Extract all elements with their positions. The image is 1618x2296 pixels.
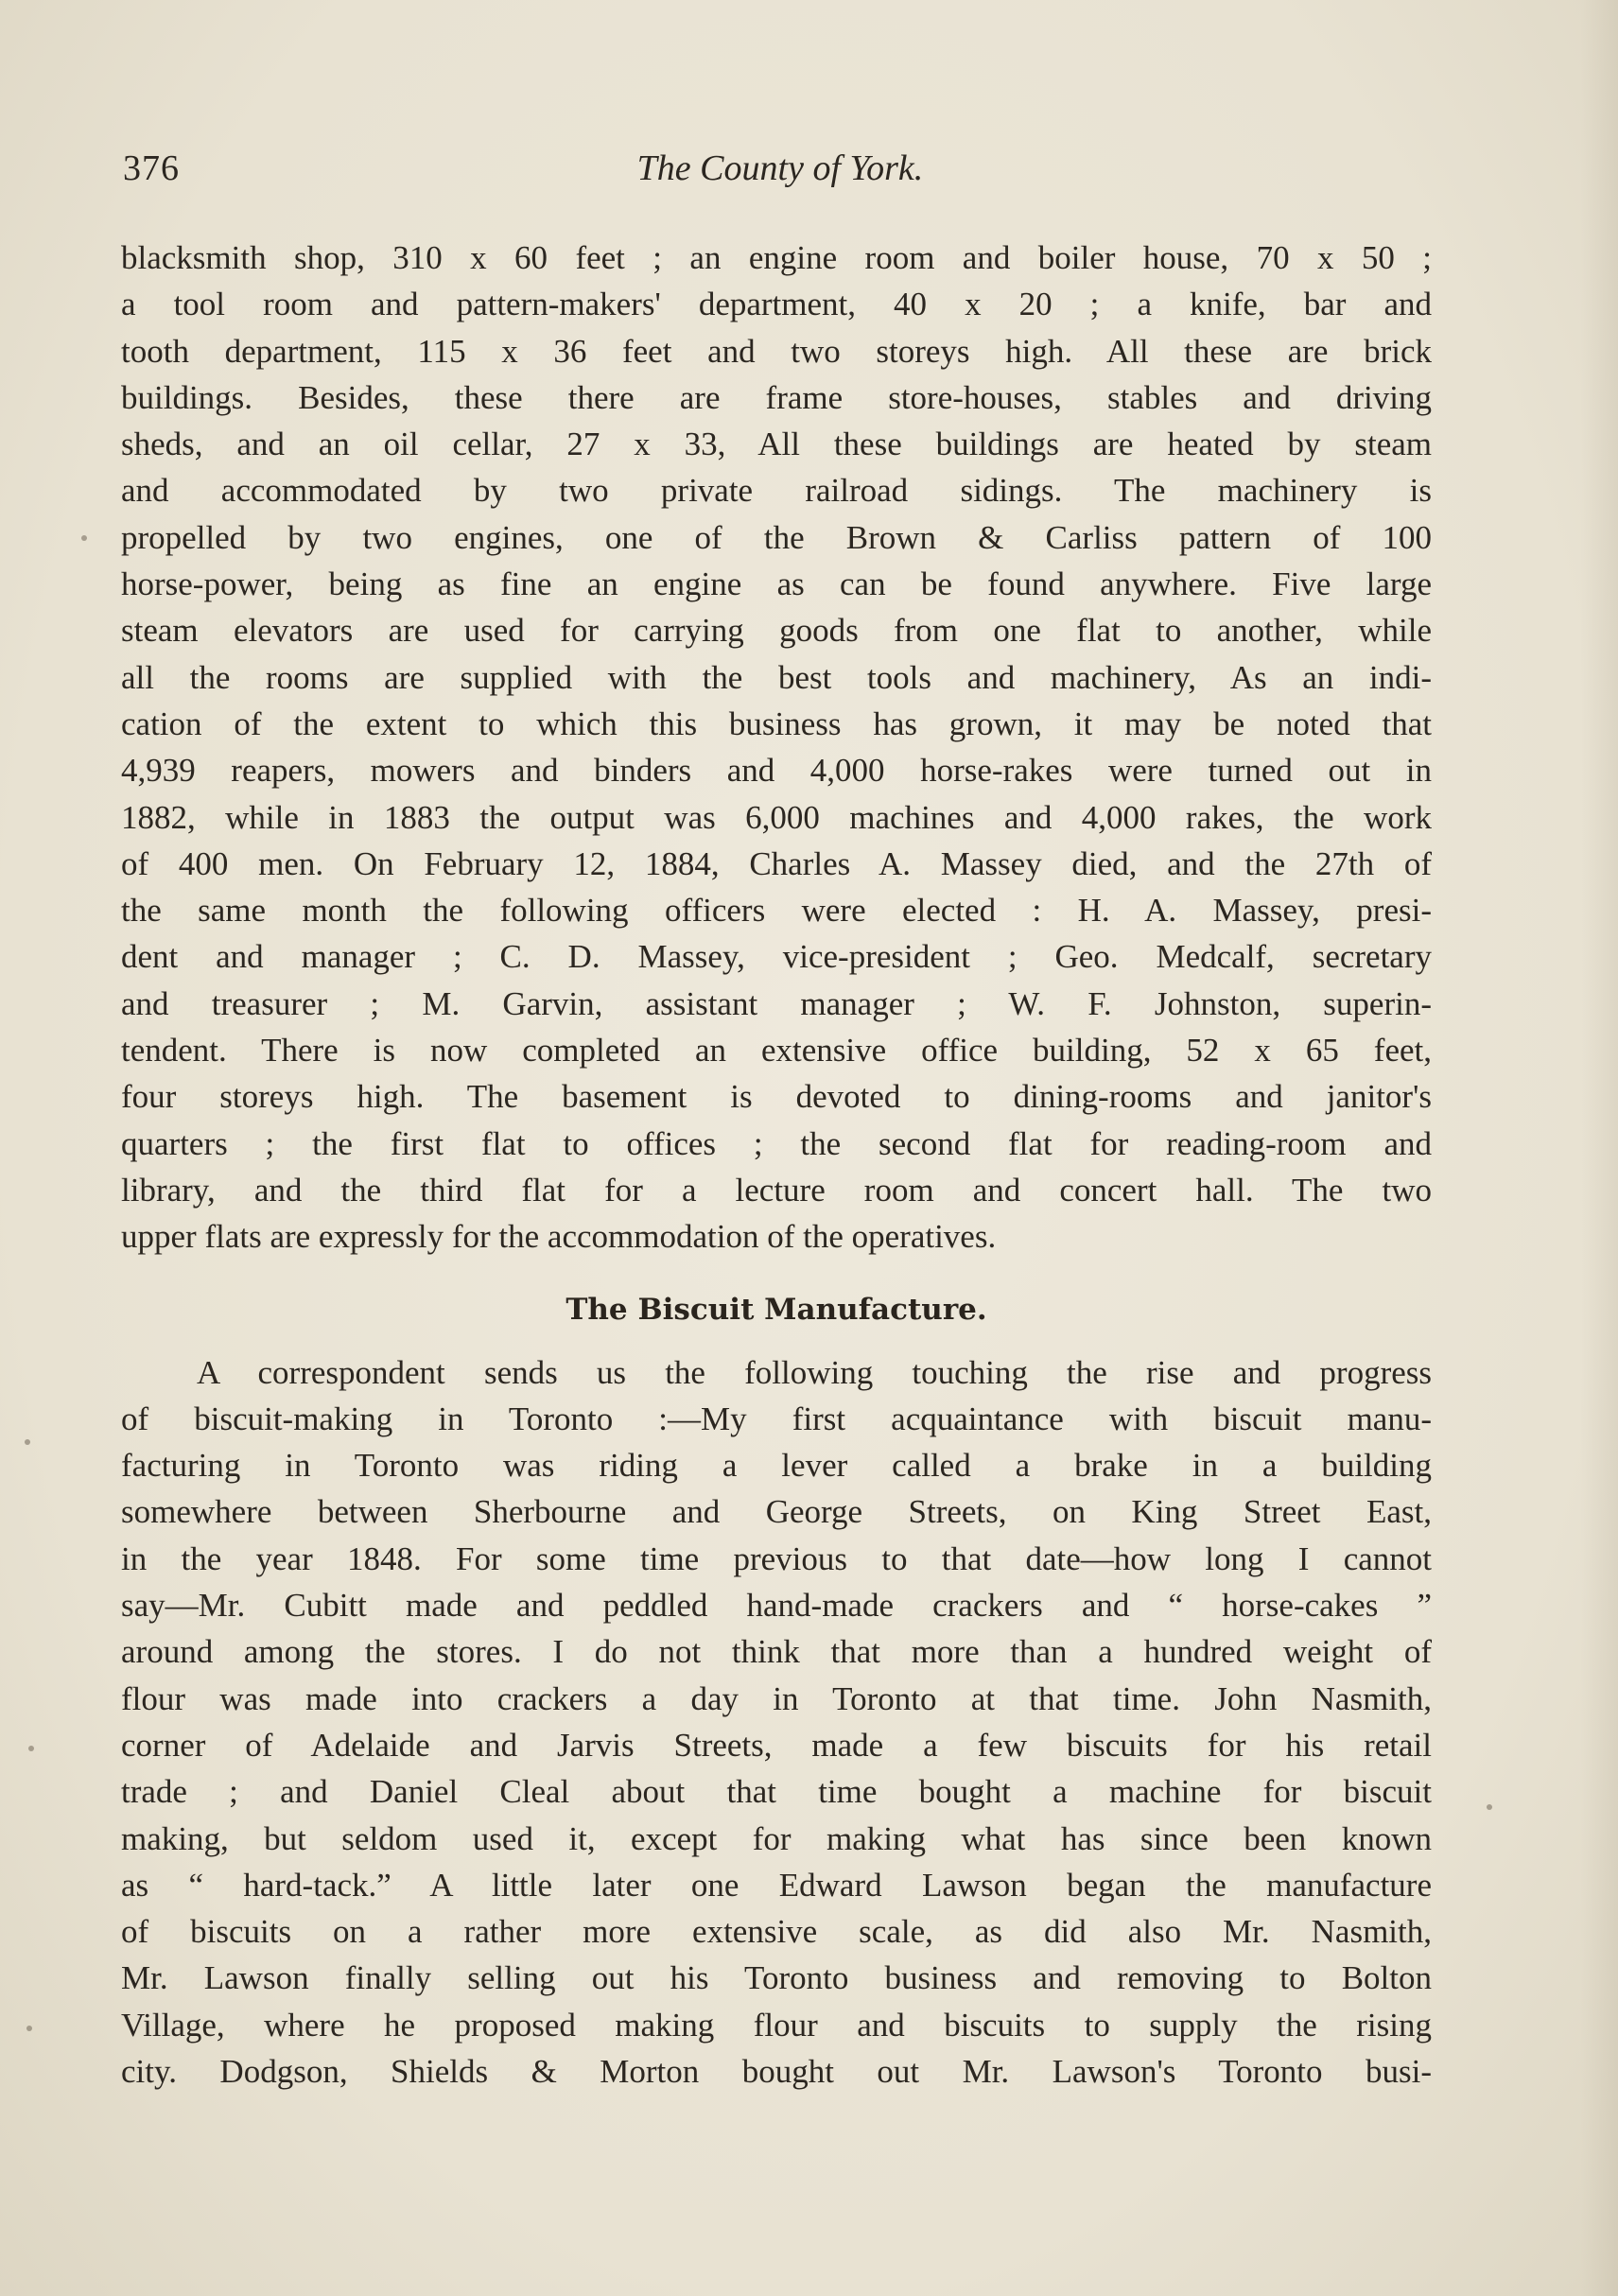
text-line: of 400 men. On February 12, 1884, Charles A. Massey died, and the 27th of (121, 844, 1432, 882)
text-line: blacksmith shop, 310 x 60 feet ; an engine room and boiler house, 70 x 50 ; (121, 239, 1432, 276)
text-line: A correspondent sends us the following touching the rise and progress (197, 1353, 1432, 1391)
text-line: of biscuit-making in Toronto :—My first acquaintance with biscuit manu- (121, 1400, 1432, 1437)
paragraph-biscuit-manufacture (121, 1349, 1432, 2096)
running-head (123, 148, 1437, 195)
text-line: Mr. Lawson finally selling out his Toronto business and removing to Bolton (121, 1959, 1432, 1997)
text-line: as “ hard-tack.” A little later one Edward Lawson began the manufacture (121, 1866, 1432, 1904)
text-line: a tool room and pattern-makers' department, 40 x 20 ; a knife, bar and (121, 286, 1432, 323)
text-line: dent and manager ; C. D. Massey, vice-president ; Geo. Medcalf, secretary (121, 938, 1432, 976)
text-line: city. Dodgson, Shields & Morton bought out Mr. Lawson's Toronto busi- (121, 2052, 1432, 2090)
text-line: upper flats are expressly for the accommodation of the operatives. (121, 1218, 997, 1256)
text-line: library, and the third flat for a lecture room and concert hall. The two (121, 1171, 1432, 1209)
text-line: steam elevators are used for carrying goods from one flat to another, while (121, 612, 1432, 650)
text-line: corner of Adelaide and Jarvis Streets, made a few biscuits for his retail (121, 1726, 1432, 1764)
text-line: around among the stores. I do not think that more than a hundred weight of (121, 1633, 1432, 1671)
section-heading: The Biscuit Manufacture. (565, 1292, 987, 1327)
text-line: trade ; and Daniel Cleal about that time bought a machine for biscuit (121, 1773, 1432, 1811)
text-line: tooth department, 115 x 36 feet and two storeys high. All these are brick (121, 332, 1432, 370)
text-line: the same month the following officers were elected : H. A. Massey, presi- (121, 892, 1432, 930)
text-line: and treasurer ; M. Garvin, assistant manager ; W. F. Johnston, superin- (121, 984, 1432, 1022)
text-line: cation of the extent to which this business has grown, it may be noted that (121, 704, 1432, 742)
margin-speck (1487, 1804, 1492, 1810)
text-line: facturing in Toronto was riding a lever called a brake in a building (121, 1447, 1432, 1485)
text-line: propelled by two engines, one of the Brown & Carliss pattern of 100 (121, 518, 1432, 556)
text-line: somewhere between Sherbourne and George Streets, on King Street East, (121, 1493, 1432, 1531)
text-line: 4,939 reapers, mowers and binders and 4,000 horse-rakes were turned out in (121, 752, 1432, 790)
margin-speck (28, 1746, 34, 1751)
text-line: 1882, while in 1883 the output was 6,000 machines and 4,000 rakes, the work (121, 798, 1432, 836)
text-line: quarters ; the first flat to offices ; the second flat for reading-room and (121, 1124, 1432, 1162)
text-line: say—Mr. Cubitt made and peddled hand-made crackers and “ horse-cakes ” (121, 1587, 1432, 1625)
page-number: 376 (123, 148, 180, 188)
margin-speck (25, 1439, 30, 1445)
text-line: all the rooms are supplied with the best tools and machinery, As an indi- (121, 658, 1432, 696)
text-line: sheds, and an oil cellar, 27 x 33, All these buildings are heated by steam (121, 426, 1432, 463)
text-line: making, but seldom used it, except for making what has since been known (121, 1819, 1432, 1857)
text-line: horse-power, being as fine an engine as can be found anywhere. Five large (121, 565, 1432, 603)
text-line: in the year 1848. For some time previous to that date—how long I cannot (121, 1539, 1432, 1577)
page-edge-shadow (1580, 0, 1618, 2296)
margin-speck (81, 535, 87, 541)
text-line: and accommodated by two private railroad sidings. The machinery is (121, 472, 1432, 510)
text-line: tendent. There is now completed an extensive office building, 52 x 65 feet, (121, 1032, 1432, 1070)
text-line: of biscuits on a rather more extensive scale, as did also Mr. Nasmith, (121, 1913, 1432, 1951)
text-line: Village, where he proposed making flour and biscuits to supply the rising (121, 2006, 1432, 2044)
text-line: four storeys high. The basement is devoted to dining-rooms and janitor's (121, 1078, 1432, 1116)
paragraph-massey-works (121, 235, 1432, 1261)
text-line: buildings. Besides, these there are frame store-houses, stables and driving (121, 378, 1432, 416)
text-line: flour was made into crackers a day in Toronto at that time. John Nasmith, (121, 1679, 1432, 1717)
running-title: The County of York. (636, 148, 924, 188)
body-text (121, 235, 1432, 2095)
margin-speck (26, 2026, 32, 2031)
